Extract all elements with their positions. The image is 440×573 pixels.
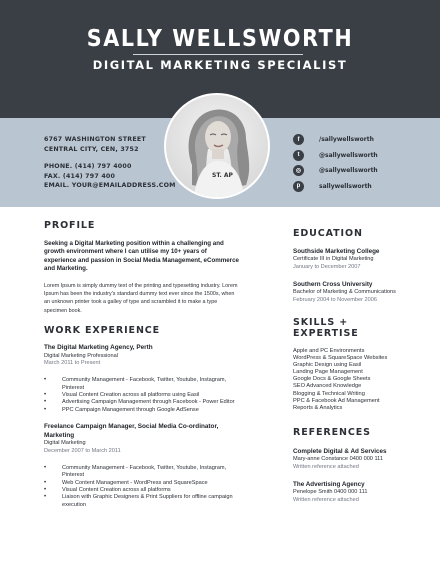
profile-photo bbox=[164, 93, 270, 199]
portrait-image bbox=[166, 95, 268, 197]
social-handle: /sallywellsworth bbox=[319, 136, 374, 144]
reference-entry bbox=[293, 448, 413, 472]
job-role: Digital Marketing bbox=[44, 440, 86, 447]
job-dates: December 2007 to March 2011 bbox=[44, 447, 121, 454]
duty-item: • Community Management - Facebook, Twitter, Youtube, Instagram, Pinterest bbox=[44, 377, 240, 392]
skill-item: SEO Advanced Knowledge bbox=[293, 383, 362, 390]
contact-details bbox=[44, 135, 176, 191]
social-facebook[interactable] bbox=[293, 132, 378, 148]
duty-item: • Advertising Campaign Management through Facebook - Power Editor bbox=[44, 399, 240, 406]
skill-item: WordPress & SquareSpace Websites bbox=[293, 355, 388, 362]
social-handle: @sallywellsworth bbox=[319, 151, 378, 159]
address-line-1: 6767 WASHINGTON STREET bbox=[44, 136, 146, 143]
education-heading: EDUCATION bbox=[293, 228, 363, 239]
skill-item: PPC & Facebook Ad Management bbox=[293, 397, 380, 404]
job-entry bbox=[44, 423, 240, 509]
reference-contact: Mary-anne Constance 0400 000 111 bbox=[293, 456, 383, 463]
job-dates: March 2011 to Present bbox=[44, 360, 101, 367]
social-pinterest[interactable] bbox=[293, 179, 378, 195]
qualification: Certificate III in Digital Marketing bbox=[293, 256, 374, 263]
duty-item: • Liaison with Graphic Designers & Print Suppliers for offline campaign execution bbox=[44, 494, 240, 509]
school-name: Southern Cross University bbox=[293, 281, 373, 288]
person-name: SALLY WELLSWORTH bbox=[86, 26, 354, 52]
education-entry bbox=[293, 281, 413, 305]
job-company: Freelance Campaign Manager, Social Media Co-ordinator, Marketing bbox=[44, 423, 219, 439]
social-links bbox=[293, 132, 378, 194]
skills-heading: SKILLS + EXPERTISE bbox=[293, 317, 359, 339]
job-title: DIGITAL MARKETING SPECIALIST bbox=[92, 58, 348, 72]
reference-note: Written reference attached bbox=[293, 464, 359, 471]
phone: PHONE. (414) 797 4000 bbox=[44, 163, 132, 171]
skill-item: Graphic Design using Easil bbox=[293, 362, 362, 369]
duty-item: • Visual Content Creation across all platforms bbox=[44, 487, 240, 494]
social-handle: @sallywellsworth bbox=[319, 167, 378, 175]
reference-name: Complete Digital & Ad Services bbox=[293, 447, 387, 455]
job-entry bbox=[44, 344, 240, 414]
qualification: Bachelor of Marketing & Communications bbox=[293, 289, 396, 296]
reference-note: Written reference attached bbox=[293, 497, 359, 504]
school-name: Southside Marketing College bbox=[293, 248, 380, 255]
skill-item: Reports & Analytics bbox=[293, 404, 343, 411]
skill-item: Blogging & Technical Writing bbox=[293, 390, 365, 397]
education-dates: February 2004 to November 2006 bbox=[293, 297, 377, 304]
profile-heading: PROFILE bbox=[44, 220, 96, 231]
job-duties bbox=[44, 377, 240, 414]
social-handle: sallywellsworth bbox=[319, 182, 372, 190]
skill-item: Apple and PC Environments bbox=[293, 348, 365, 354]
reference-entry bbox=[293, 481, 413, 505]
address-line-2: CENTRAL CITY, CEN, 3752 bbox=[44, 145, 139, 153]
title-divider bbox=[133, 54, 303, 55]
svg-text:ST. AP: ST. AP bbox=[212, 172, 233, 179]
social-instagram[interactable] bbox=[293, 163, 378, 179]
references-heading: REFERENCES bbox=[293, 426, 371, 438]
instagram-icon: ◎ bbox=[293, 165, 304, 176]
profile-summary: Seeking a Digital Marketing position within a challenging and growth environment where I can utilise my 10+ years of experience and passion in Social Media Management, eCommerce and Marketing. bbox=[44, 240, 239, 273]
duty-item: • Community Management - Facebook, Twitter, Youtube, Instagram, Pinterest bbox=[44, 465, 240, 480]
social-twitter[interactable] bbox=[293, 148, 378, 164]
reference-name: The Advertising Agency bbox=[293, 480, 365, 488]
side-column bbox=[293, 228, 413, 505]
duty-item: • PPC Campaign Management through Google AdSense bbox=[44, 407, 240, 414]
skill-item: Google Docs & Google Sheets bbox=[293, 376, 371, 383]
facebook-icon: f bbox=[293, 134, 304, 145]
fax: FAX. (414) 797 400 bbox=[44, 172, 116, 180]
job-company: The Digital Marketing Agency, Perth bbox=[44, 344, 153, 352]
skill-item: Landing Page Management bbox=[293, 369, 363, 376]
email: EMAIL. YOUR@EMAILADDRESS.COM bbox=[44, 182, 176, 190]
job-role: Digital Marketing Professional bbox=[44, 352, 118, 359]
profile-body: Lorem Ipsum is simply dummy text of the printing and typesetting industry. Lorem Ipsum has been the industry's standard dummy text ever since the 1500s, when an unknown printer took a galley of type and scrambled it to make a type specimen book. bbox=[44, 282, 238, 314]
skills-list bbox=[293, 348, 413, 412]
experience-heading: WORK EXPERIENCE bbox=[44, 325, 161, 337]
duty-item: • Web Content Management - WordPress and SquareSpace bbox=[44, 480, 240, 487]
main-column bbox=[44, 220, 240, 509]
reference-contact: Penelope Smith 0400 000 111 bbox=[293, 489, 368, 496]
job-duties bbox=[44, 465, 240, 509]
education-entry bbox=[293, 248, 413, 272]
pinterest-icon: p bbox=[293, 181, 304, 192]
education-dates: January to December 2007 bbox=[293, 264, 361, 271]
duty-item: • Visual Content Creation across all platforms using Easil bbox=[44, 392, 240, 399]
twitter-icon: t bbox=[293, 150, 304, 161]
